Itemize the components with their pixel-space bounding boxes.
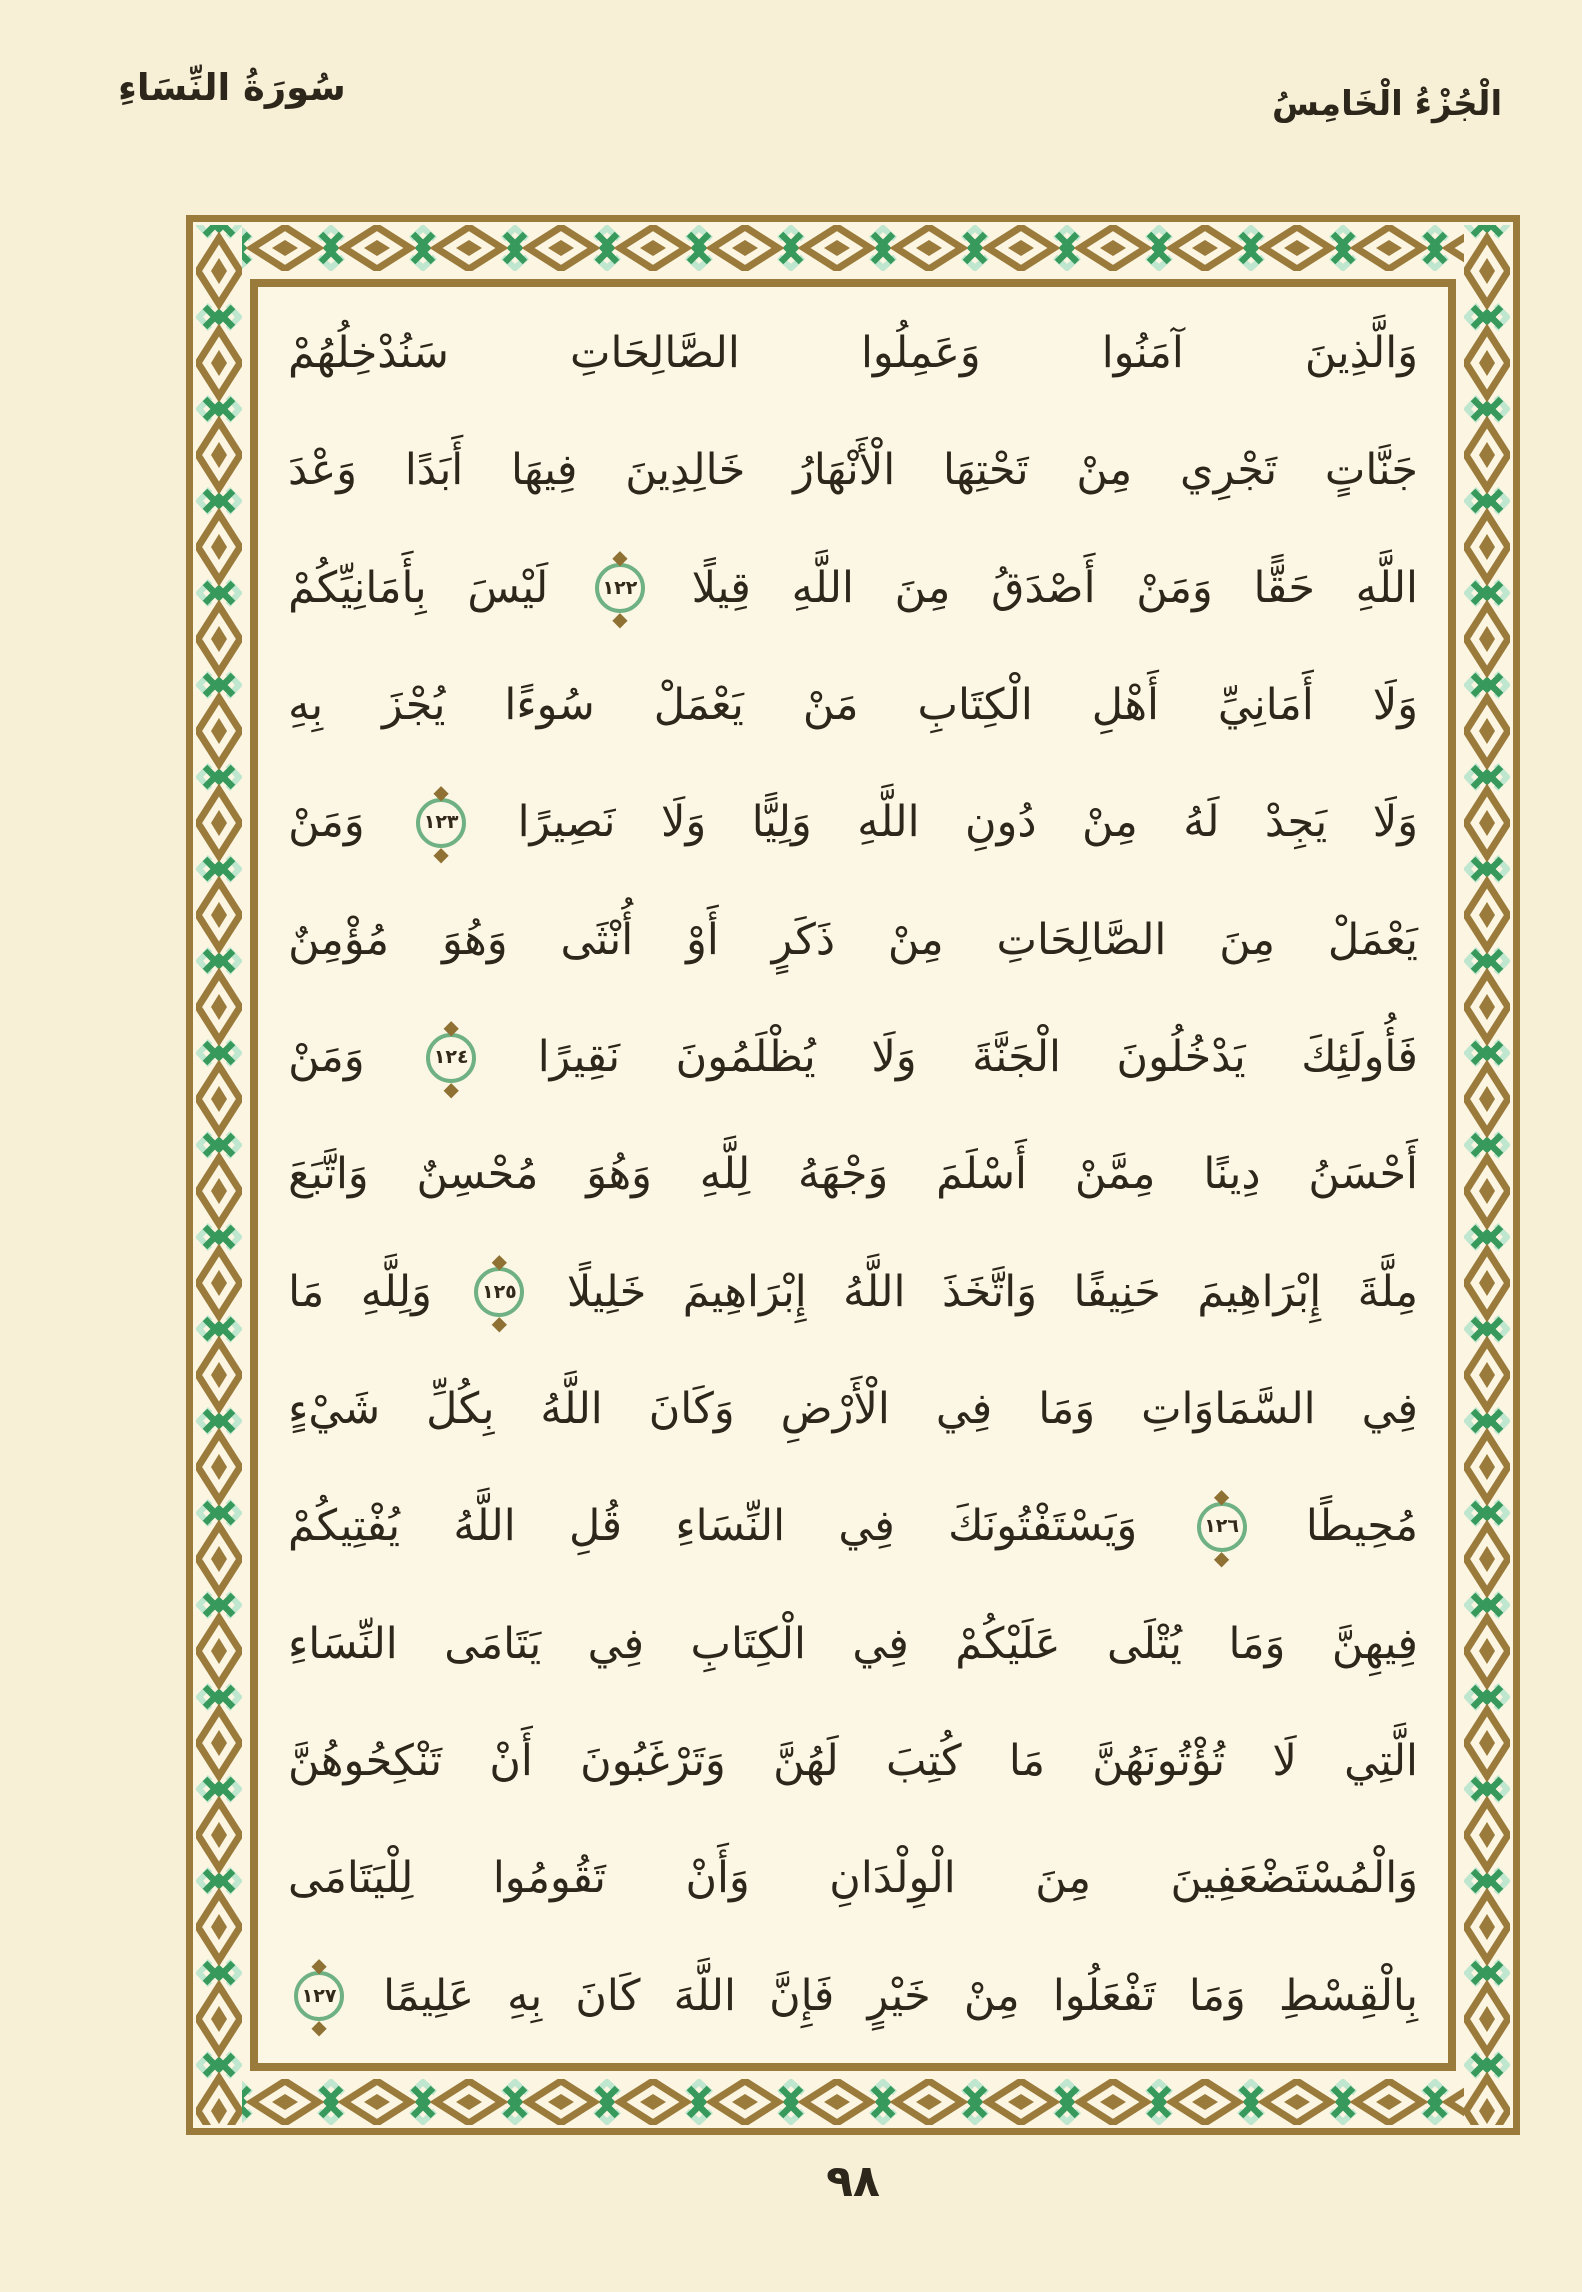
quran-word: خَلِيلًا	[566, 1266, 647, 1317]
quran-word: نَصِيرًا	[517, 797, 616, 848]
quran-word: اللَّهِ	[791, 562, 854, 613]
quran-word: آمَنُوا	[1101, 328, 1184, 378]
quran-word: الْأَنْهَارُ	[793, 445, 896, 496]
quran-word: وَلِيًّا	[751, 797, 812, 848]
quran-word: وَعَمِلُوا	[860, 328, 981, 378]
quran-word: وَلِلَّهِ	[360, 1266, 432, 1317]
quran-word: النِّسَاءِ	[288, 1618, 398, 1669]
verse-number: ◆ ١٢٣	[423, 811, 459, 834]
quran-word: إِبْرَاهِيمَ	[682, 1266, 807, 1317]
border-pattern-right	[1464, 225, 1510, 2125]
quran-word: النِّسَاءِ	[675, 1501, 786, 1552]
quran-word: وَتَرْغَبُونَ	[580, 1736, 726, 1787]
quran-word: مِنْ	[1076, 445, 1133, 496]
quran-line	[288, 530, 1418, 647]
quran-word: أَهْلِ	[1091, 680, 1159, 731]
quran-word: وَلَا	[661, 797, 707, 848]
quran-line	[288, 882, 1418, 999]
quran-word: أَوْ	[686, 914, 719, 965]
quran-word: فِي	[838, 1501, 895, 1552]
quran-line	[288, 1938, 1418, 2055]
quran-word: تَقُومُوا	[492, 1853, 606, 1904]
quran-word: أُنْثَى	[560, 914, 634, 965]
quran-word: وَمَنْ	[288, 797, 365, 848]
quran-line	[288, 1468, 1418, 1585]
quran-line	[288, 1820, 1418, 1937]
quran-word: الْكِتَابِ	[917, 680, 1033, 731]
quran-word: وَكَانَ	[648, 1384, 735, 1435]
border-pattern-bottom	[239, 2079, 1467, 2125]
quran-word: الْجَنَّةَ	[972, 1032, 1061, 1083]
quran-word: تَنْكِحُوهُنَّ	[288, 1736, 443, 1787]
quran-word: خَالِدِينَ	[625, 445, 746, 496]
quran-word: فِي	[1361, 1384, 1418, 1435]
quran-word: مِنْ	[1082, 797, 1138, 848]
quran-word: وَمَنْ	[1136, 562, 1213, 613]
quran-line	[288, 412, 1418, 529]
quran-word: فَإِنَّ	[769, 1970, 835, 2021]
verse-marker	[416, 798, 466, 848]
quran-word: مَنْ	[802, 680, 859, 731]
verse-number: ◆ ١٢٥	[481, 1280, 517, 1303]
quran-word: أَحْسَنُ	[1308, 1149, 1418, 1200]
quran-word: مِلَّةَ	[1357, 1266, 1418, 1317]
quran-word: يُتْلَى	[1107, 1618, 1183, 1669]
quran-line	[288, 999, 1418, 1116]
surah-name-header: سُورَةُ النِّسَاءِ	[118, 66, 346, 109]
quran-word: إِبْرَاهِيمَ	[1197, 1266, 1322, 1317]
quran-line	[288, 764, 1418, 881]
quran-word: أَنْ	[489, 1736, 533, 1787]
quran-word: وَجْهَهُ	[798, 1149, 889, 1200]
quran-word: تَجْرِي	[1179, 445, 1278, 496]
quran-word: يَدْخُلُونَ	[1116, 1032, 1246, 1083]
quran-word: عَلِيمًا	[383, 1970, 474, 2021]
quran-word: فِيهَا	[511, 445, 578, 496]
quran-word: كَانَ	[575, 1970, 641, 2021]
quran-line	[288, 1116, 1418, 1233]
juz-header: الْجُزْءُ الْخَامِسُ	[1272, 84, 1503, 124]
quran-word: يَعْمَلْ	[653, 680, 744, 731]
quran-word: وَهُوَ	[586, 1149, 652, 1200]
quran-word: فِي	[935, 1384, 993, 1435]
quran-word: وَلَا	[1372, 797, 1418, 848]
quran-word: مَا	[1008, 1736, 1045, 1787]
quran-word: مِنْ	[963, 1970, 1020, 2021]
quran-word: مَا	[288, 1266, 325, 1317]
quran-word: فِي	[587, 1618, 645, 1669]
quran-word: وَاتَّخَذَ	[941, 1266, 1037, 1317]
quran-word: فِيهِنَّ	[1331, 1618, 1418, 1669]
quran-word: يُظْلَمُونَ	[675, 1032, 816, 1083]
quran-word: الْأَرْضِ	[780, 1384, 890, 1435]
verse-number: ◆ ١٢٢	[602, 576, 638, 599]
quran-line	[288, 1586, 1418, 1703]
quran-word: يَعْمَلْ	[1327, 914, 1418, 965]
quran-word: لَا	[1272, 1736, 1297, 1787]
verse-marker	[595, 563, 645, 613]
quran-word: تَحْتِهَا	[943, 445, 1029, 496]
quran-word: وَالَّذِينَ	[1304, 328, 1418, 378]
quran-word: اللَّهِ	[1355, 562, 1418, 613]
quran-word: اللَّهُ	[540, 1384, 603, 1435]
quran-word: الصَّالِحَاتِ	[996, 914, 1167, 965]
quran-word: عَلَيْكُمْ	[955, 1618, 1061, 1669]
quran-word: سُوءًا	[504, 680, 595, 731]
quran-word: سَنُدْخِلُهُمْ	[288, 328, 449, 378]
quran-word: أَبَدًا	[404, 445, 464, 496]
quran-word: شَيْءٍ	[288, 1384, 381, 1435]
quran-word: مِنَ	[1219, 914, 1275, 965]
quran-word: مِنَ	[894, 562, 951, 613]
quran-word: خَيْرٍ	[867, 1970, 931, 2021]
page-number: ٩٨	[826, 2156, 880, 2207]
quran-line	[288, 295, 1418, 412]
quran-word: اللَّهُ	[843, 1266, 906, 1317]
quran-word: يُفْتِيكُمْ	[288, 1501, 401, 1552]
quran-word: مِمَّنْ	[1074, 1149, 1156, 1200]
quran-word: يَتَامَى	[444, 1618, 542, 1669]
quran-word: قُلِ	[568, 1501, 623, 1552]
quran-word: وَمَا	[1188, 1970, 1246, 2021]
quran-word: وَهُوَ	[441, 914, 508, 965]
quran-word: أَصْدَقُ	[991, 562, 1096, 613]
quran-word: وَاتَّبَعَ	[288, 1149, 369, 1200]
quran-line	[288, 1234, 1418, 1351]
border-pattern-left	[196, 225, 242, 2125]
quran-word: الصَّالِحَاتِ	[569, 328, 740, 378]
quran-word: مِنَ	[1035, 1853, 1091, 1904]
quran-word: يُجْزَ	[382, 680, 446, 731]
quran-word: فَأُولَئِكَ	[1301, 1032, 1418, 1083]
quran-word: الْوِلْدَانِ	[829, 1853, 956, 1904]
quran-word: كُتِبَ	[885, 1736, 962, 1787]
quran-word: بِأَمَانِيِّكُمْ	[288, 562, 427, 613]
quran-word: مُؤْمِنٌ	[288, 914, 390, 965]
quran-word: اللَّهِ	[857, 797, 920, 848]
quran-word: حَنِيفًا	[1073, 1266, 1161, 1317]
quran-word: بِكُلِّ	[426, 1384, 495, 1435]
verse-marker	[474, 1267, 524, 1317]
decorative-frame	[186, 215, 1520, 2135]
quran-word: لَيْسَ	[467, 562, 549, 613]
quran-word: بِالْقِسْطِ	[1278, 1970, 1418, 2021]
quran-line	[288, 647, 1418, 764]
quran-word: دُونِ	[965, 797, 1037, 848]
quran-word: السَّمَاوَاتِ	[1141, 1384, 1316, 1435]
verse-number: ◆ ١٢٦	[1204, 1515, 1239, 1538]
quran-word: أَمَانِيِّ	[1217, 680, 1314, 731]
quran-word: دِينًا	[1203, 1149, 1261, 1200]
quran-word: تُؤْتُونَهُنَّ	[1092, 1736, 1226, 1787]
quran-word: وَالْمُسْتَضْعَفِينَ	[1170, 1853, 1418, 1904]
quran-word: وَعْدَ	[288, 445, 358, 496]
quran-word: قِيلًا	[691, 562, 751, 613]
quran-word: تَفْعَلُوا	[1052, 1970, 1156, 2021]
quran-word: وَلَا	[1372, 680, 1418, 731]
quran-word: وَمَنْ	[288, 1032, 365, 1083]
quran-word: وَمَا	[1038, 1384, 1096, 1435]
quran-word: مُحِيطًا	[1305, 1501, 1418, 1552]
quran-word: الَّتِي	[1344, 1736, 1418, 1787]
quran-word: الْكِتَابِ	[690, 1618, 806, 1669]
quran-word: وَيَسْتَفْتُونَكَ	[948, 1501, 1138, 1552]
quran-word: ذَكَرٍ	[771, 914, 835, 965]
verse-number: ◆ ١٢٧	[301, 1984, 337, 2007]
quran-line	[288, 1351, 1418, 1468]
quran-word: أَسْلَمَ	[936, 1149, 1027, 1200]
quran-word: بِهِ	[507, 1970, 543, 2021]
verse-marker	[426, 1033, 476, 1083]
text-panel	[250, 279, 1456, 2071]
quran-word: مُحْسِنٌ	[416, 1149, 539, 1200]
quran-word: مِنْ	[887, 914, 944, 965]
quran-word: حَقًّا	[1253, 562, 1315, 613]
quran-line	[288, 1703, 1418, 1820]
quran-word: لِلْيَتَامَى	[288, 1853, 414, 1904]
quran-word: وَلَا	[871, 1032, 917, 1083]
quran-word: لَهُنَّ	[773, 1736, 839, 1787]
quran-lines	[288, 295, 1418, 2055]
quran-word: فِي	[852, 1618, 909, 1669]
quran-word: لَهُ	[1183, 797, 1220, 848]
verse-marker	[294, 1971, 344, 2021]
verse-marker	[1197, 1502, 1247, 1552]
verse-number: ◆ ١٢٤	[433, 1046, 469, 1069]
quran-word: جَنَّاتٍ	[1324, 445, 1418, 496]
quran-word: نَقِيرًا	[537, 1032, 621, 1083]
quran-word: اللَّهُ	[453, 1501, 516, 1552]
border-pattern-top	[239, 225, 1467, 271]
quran-word: اللَّهَ	[673, 1970, 736, 2021]
quran-word: لِلَّهِ	[699, 1149, 751, 1200]
quran-word: يَجِدْ	[1264, 797, 1328, 848]
quran-word: بِهِ	[288, 680, 324, 731]
quran-word: وَمَا	[1228, 1618, 1286, 1669]
quran-word: وَأَنْ	[685, 1853, 750, 1904]
